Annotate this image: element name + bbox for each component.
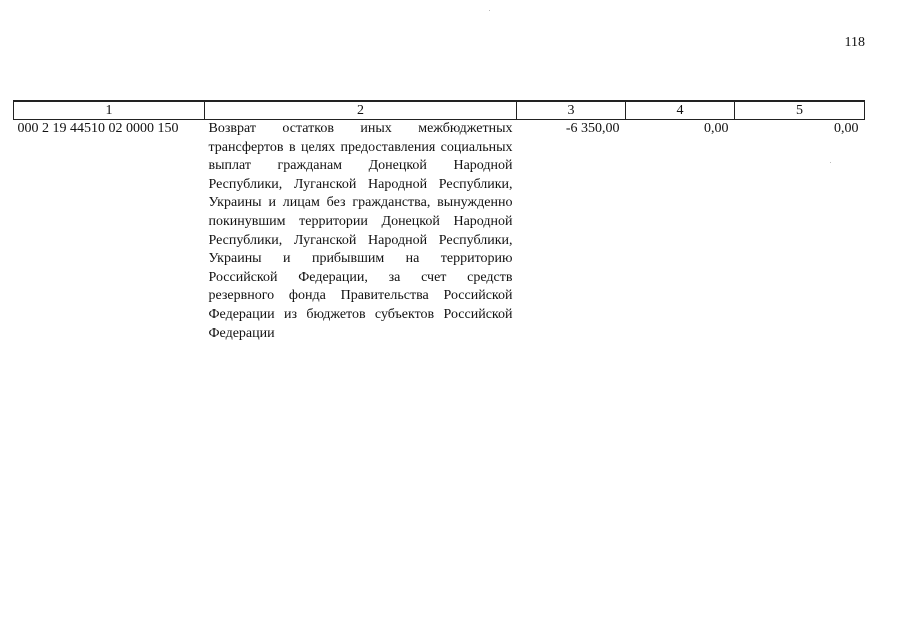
scan-speck: [830, 162, 831, 163]
budget-code-cell: 000 2 19 44510 02 0000 150: [17, 121, 179, 136]
header-col-5: 5: [735, 101, 865, 120]
header-row: [14, 101, 865, 120]
amount-col3-cell: -6 350,00: [565, 121, 620, 136]
description-cell: Возврат остатков иных межбюджетных трансфертов в целях предоставления социальных выплат гражданам Донецкой Народной Республики, Луганской Народной Республики, Украины и лицам без гражданства, вынужденно покинувшим территории Донецкой Народной Республики, Луганской Народной Республики, Украины и прибывшим на территорию Российской Федерации, за счет средств резервного фонда Правительства Российской Федерации из бюджетов субъектов Российской Федерации: [208, 121, 513, 341]
table-row: [14, 120, 865, 344]
table-body: [14, 120, 865, 344]
page-number: 118: [844, 35, 865, 50]
header-col-3: 3: [517, 101, 626, 120]
header-col-4: 4: [626, 101, 735, 120]
header-col-1: 1: [14, 101, 205, 120]
amount-col5-cell: 0,00: [834, 121, 859, 136]
header-col-2: 2: [205, 101, 517, 120]
amount-col4-cell: 0,00: [704, 121, 729, 136]
scan-speck: [489, 10, 490, 11]
budget-table: [13, 100, 865, 343]
table-header: [14, 101, 865, 120]
